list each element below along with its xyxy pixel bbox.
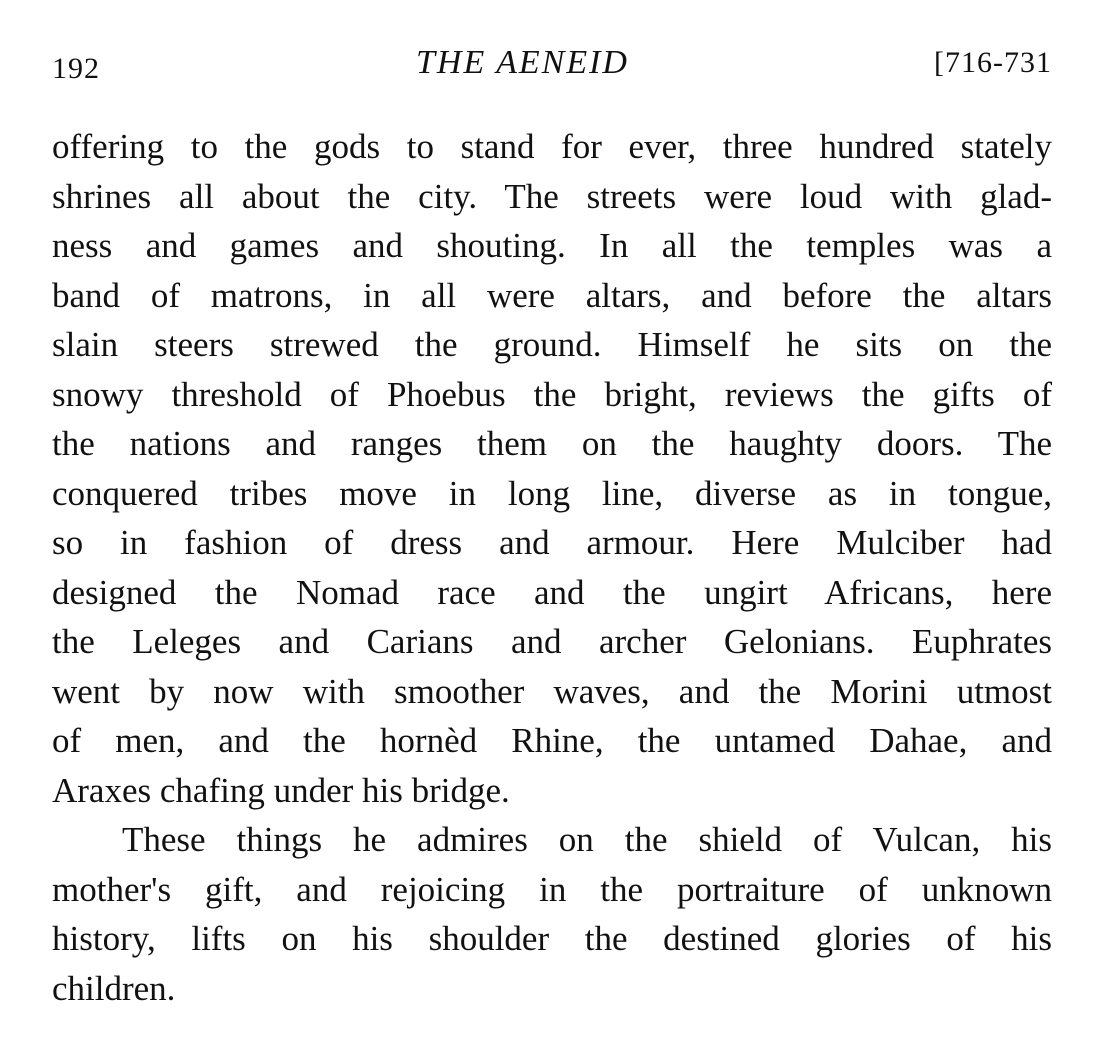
text-line: Araxes chafing under his bridge. <box>52 770 510 810</box>
text-line: of men, and the hornèd Rhine, the untamed Dahae, and <box>52 721 1052 760</box>
text-line: shrines all about the city. The streets were loud with glad- <box>52 176 1052 216</box>
text-line: went by now with smoother waves, and the Morini utmost <box>52 671 1052 711</box>
text-line: so in fashion of dress and armour. Here Mulciber had <box>52 523 1052 562</box>
text-line: These things he admires on the shield of Vulcan, his <box>122 820 1052 859</box>
text-line: conquered tribes move in long line, diverse as in tongue, <box>52 473 1052 513</box>
body-text <box>52 122 1052 1013</box>
text-line: slain steers strewed the ground. Himself he sits on the <box>52 325 1052 364</box>
text-line: history, lifts on his shoulder the destined glories of his <box>52 919 1052 958</box>
text-line: children. <box>52 968 176 1008</box>
text-line: the Leleges and Carians and archer Gelonians. Euphrates <box>52 622 1052 661</box>
page-number: 192 <box>52 52 100 85</box>
paragraph-1 <box>52 122 1052 815</box>
text-line: offering to the gods to stand for ever, three hundred stately <box>52 127 1052 166</box>
line-range: [716-731 <box>934 46 1052 79</box>
text-line: band of matrons, in all were altars, and before the altars <box>52 275 1052 315</box>
text-line: the nations and ranges them on the haughty doors. The <box>52 424 1052 463</box>
running-header <box>52 38 1052 88</box>
text-line: designed the Nomad race and the ungirt Africans, here <box>52 572 1052 612</box>
text-line: snowy threshold of Phoebus the bright, reviews the gifts of <box>52 374 1052 414</box>
text-line: ness and games and shouting. In all the temples was a <box>52 226 1052 265</box>
paragraph-2 <box>52 815 1052 1013</box>
running-title: THE AENEID <box>416 44 629 81</box>
text-line: mother's gift, and rejoicing in the portraiture of unknown <box>52 869 1052 909</box>
